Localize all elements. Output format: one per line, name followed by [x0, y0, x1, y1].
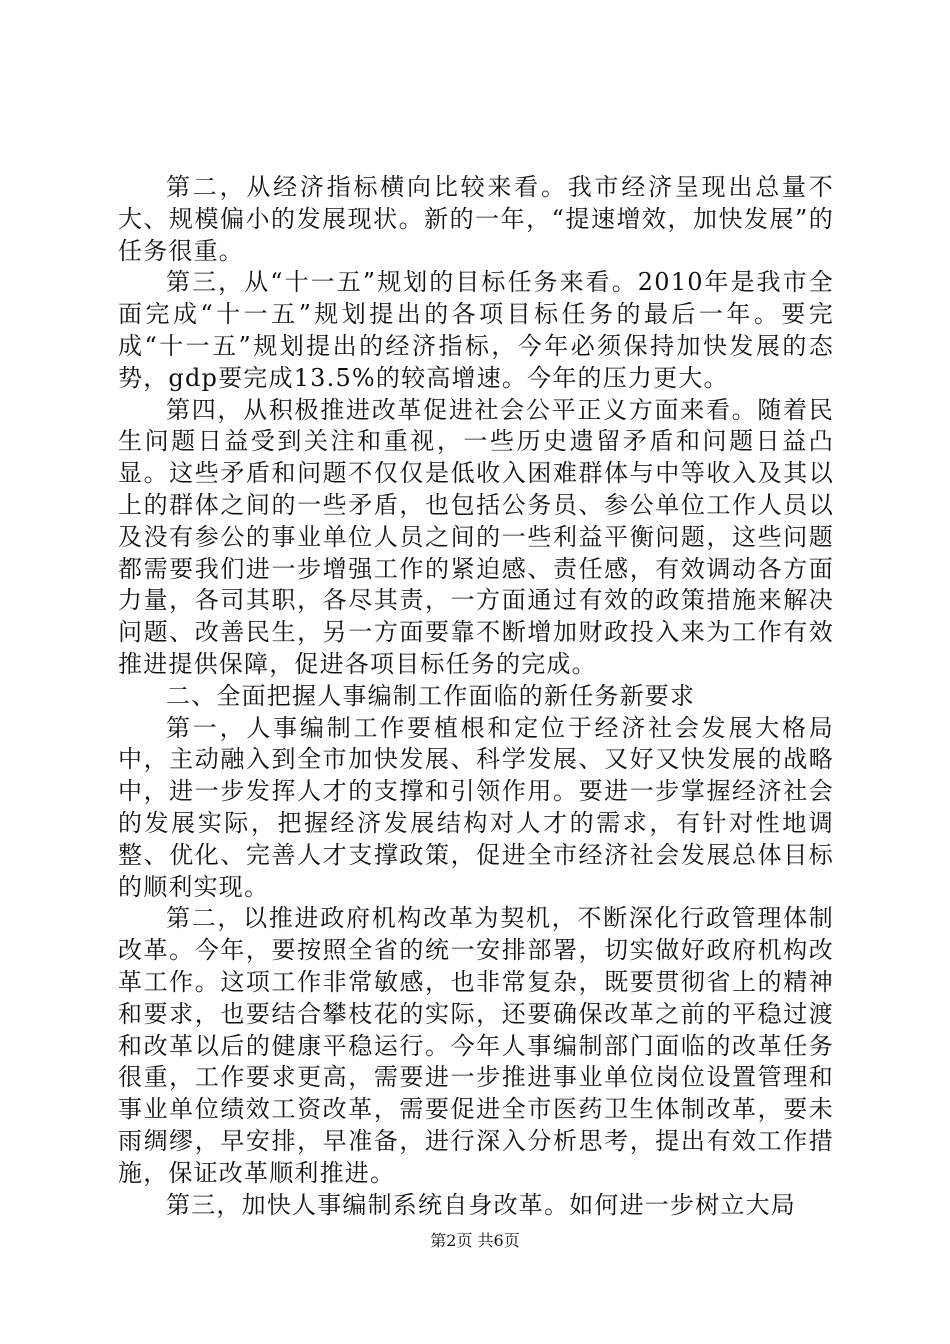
- paragraph-6: 第三，加快人事编制系统自身改革。如何进一步树立大局: [166, 1190, 796, 1219]
- paragraph-1: 第二，从经济指标横向比较来看。我市经济呈现出总量不大、规模偏小的发展现状。新的一年，“提速增效，加快发展”的任务很重。: [118, 173, 834, 265]
- paragraph-3: 第四，从积极推进改革促进社会公平正义方面来看。随着民生问题日益受到关注和重视，一些历史遗留矛盾和问题日益凸显。这些矛盾和问题不仅仅是低收入困难群体与中等收入及其以上的群体之间的一些矛盾，也包括公务员、参公单位工作人员以及没有参公的事业单位人员之间的一些利益平衡问题，这些问题都需要我们进一步增强工作的紧迫感、责任感，有效调动各方面力量，各司其职，各尽其责，一方面通过有效的政策措施来解决问题、改善民生，另一方面要靠不断增加财政投入来为工作有效推进提供保障，促进各项目标任务的完成。: [118, 395, 834, 678]
- paragraph-2: 第三，从“十一五”规划的目标任务来看。2010年是我市全面完成“十一五”规划提出的各项目标任务的最后一年。要完成“十一五”规划提出的经济指标，今年必须保持加快发展的态势，gdp要完成13.5%的较高增速。今年的压力更大。: [118, 268, 834, 392]
- page-footer: [0, 1228, 950, 1251]
- document-body: [118, 172, 834, 1221]
- paragraph-5: 第二，以推进政府机构改革为契机，不断深化行政管理体制改革。今年，要按照全省的统一安排部署，切实做好政府机构改革工作。这项工作非常敏感，也非常复杂，既要贯彻省上的精神和要求，也要结合攀枝花的实际，还要确保改革之前的平稳过渡和改革以后的健康平稳运行。今年人事编制部门面临的改革任务很重，工作要求更高，需要进一步推进事业单位岗位设置管理和事业单位绩效工资改革，需要促进全市医药卫生体制改革，要未雨绸缪，早安排，早准备，进行深入分析思考，提出有效工作措施，保证改革顺利推进。: [118, 904, 834, 1187]
- section-heading: 二、全面把握人事编制工作面临的新任务新要求: [166, 681, 696, 710]
- paragraph-4: 第一，人事编制工作要植根和定位于经济社会发展大格局中，主动融入到全市加快发展、科学发展、又好又快发展的战略中，进一步发挥人才的支撑和引领作用。要进一步掌握经济社会的发展实际，把握经济发展结构对人才的需求，有针对性地调整、优化、完善人才支撑政策，促进全市经济社会发展总体目标的顺利实现。: [118, 713, 834, 901]
- page-number: 第2页 共6页: [430, 1231, 520, 1250]
